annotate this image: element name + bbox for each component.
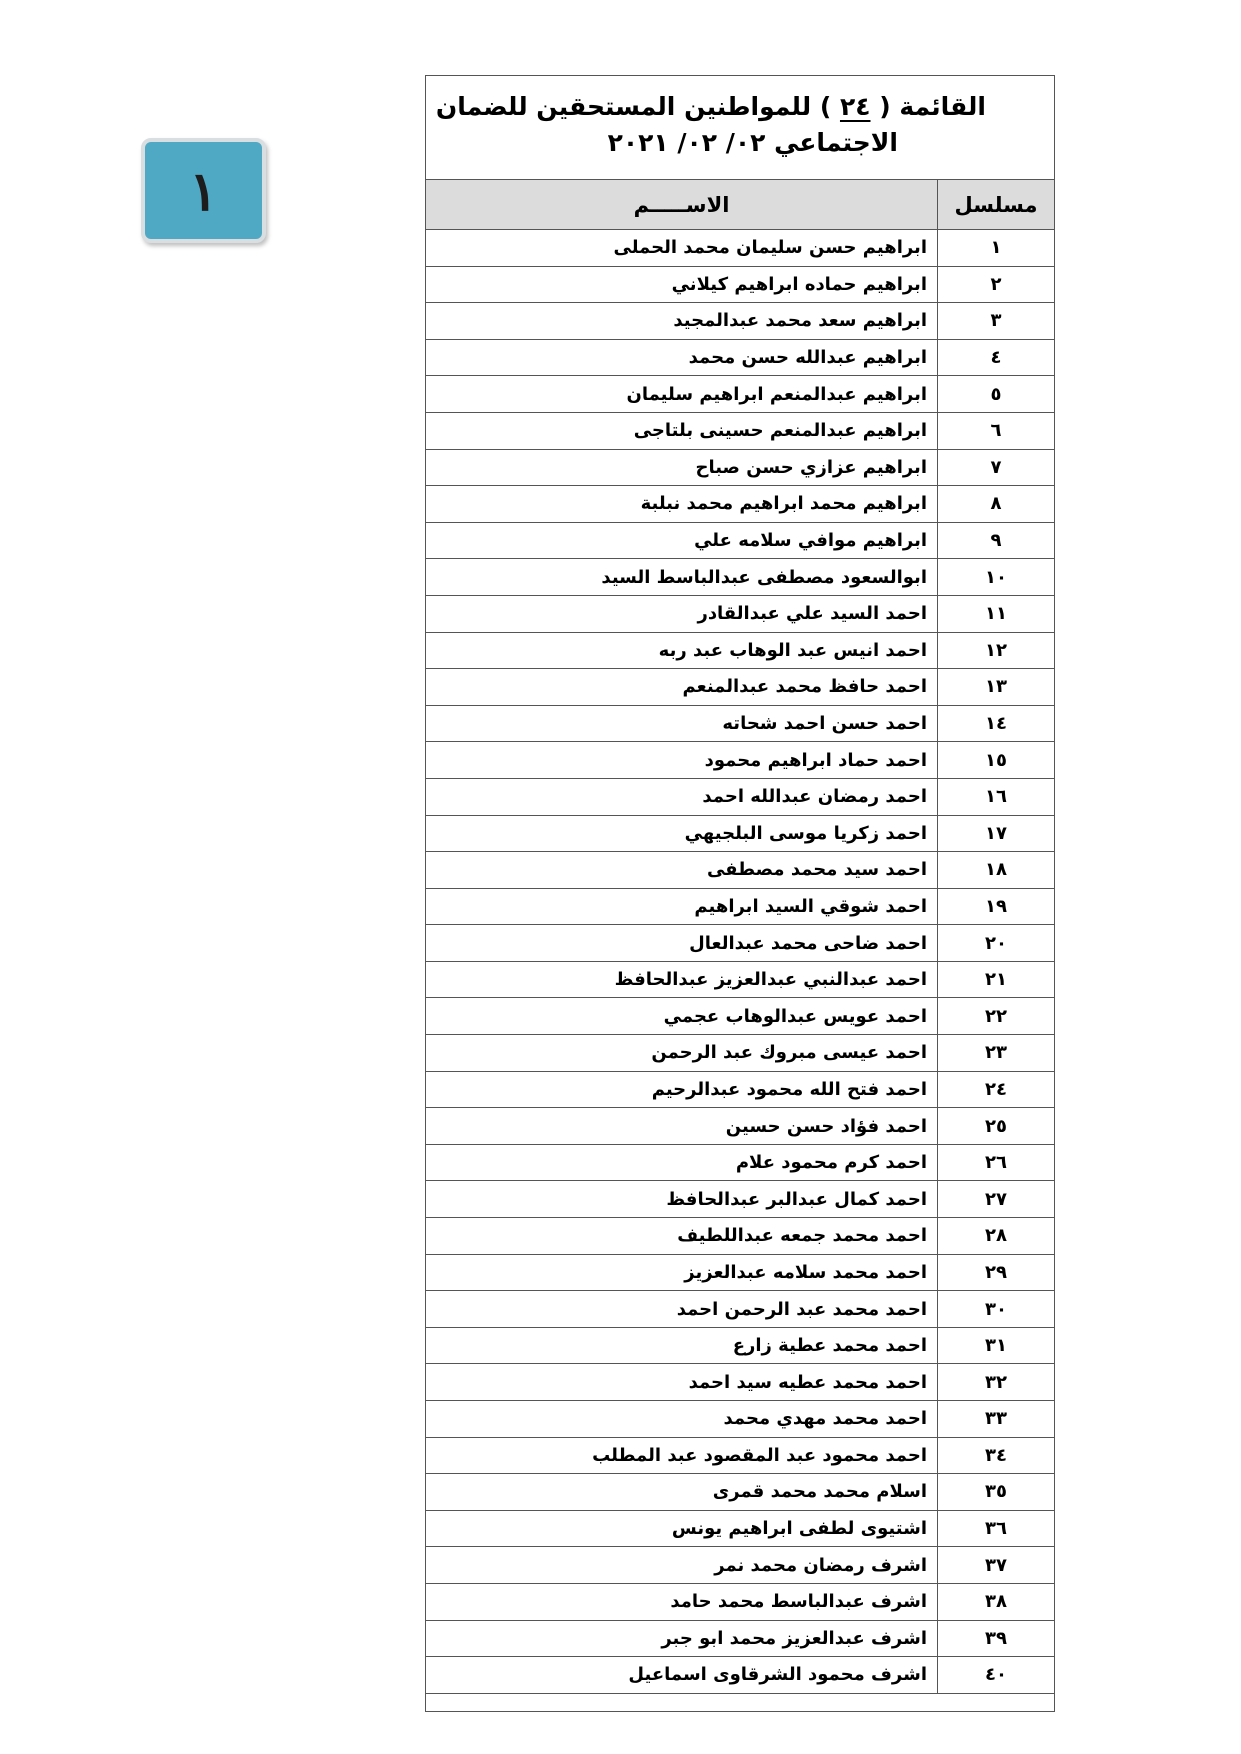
row-serial: ٢٥ xyxy=(938,1108,1055,1145)
table-row xyxy=(426,1035,1055,1072)
row-serial: ١٥ xyxy=(938,742,1055,779)
table-row xyxy=(426,925,1055,962)
row-name: احمد محمد سلامه عبدالعزيز xyxy=(426,1254,938,1291)
row-name: احمد فتح الله محمود عبدالرحيم xyxy=(426,1071,938,1108)
row-name: ابراهيم عبدالله حسن محمد xyxy=(426,339,938,376)
table-row xyxy=(426,632,1055,669)
table-row xyxy=(426,595,1055,632)
row-serial: ٢ xyxy=(938,266,1055,303)
row-serial: ٣٠ xyxy=(938,1291,1055,1328)
name-column-header: الاســـــم xyxy=(426,180,938,230)
beneficiaries-table xyxy=(425,179,1055,1694)
row-name: ابراهيم موافي سلامه علي xyxy=(426,522,938,559)
row-serial: ٤ xyxy=(938,339,1055,376)
row-serial: ١٦ xyxy=(938,778,1055,815)
table-row xyxy=(426,888,1055,925)
row-serial: ٣ xyxy=(938,303,1055,340)
row-serial: ٣٢ xyxy=(938,1364,1055,1401)
table-row xyxy=(426,1583,1055,1620)
table-row xyxy=(426,1620,1055,1657)
row-name: احمد عبدالنبي عبدالعزيز عبدالحافظ xyxy=(426,961,938,998)
row-name: ابراهيم سعد محمد عبدالمجيد xyxy=(426,303,938,340)
table-row xyxy=(426,852,1055,889)
row-serial: ٢٠ xyxy=(938,925,1055,962)
row-name: احمد محمد جمعه عبداللطيف xyxy=(426,1218,938,1255)
row-serial: ١٢ xyxy=(938,632,1055,669)
row-serial: ٥ xyxy=(938,376,1055,413)
row-serial: ٣٩ xyxy=(938,1620,1055,1657)
row-serial: ٢٣ xyxy=(938,1035,1055,1072)
row-serial: ٧ xyxy=(938,449,1055,486)
table-row xyxy=(426,815,1055,852)
row-serial: ١٤ xyxy=(938,705,1055,742)
table-row xyxy=(426,778,1055,815)
table-row xyxy=(426,449,1055,486)
row-name: احمد محمد عبد الرحمن احمد xyxy=(426,1291,938,1328)
table-row xyxy=(426,303,1055,340)
row-name: اشرف عبدالباسط محمد حامد xyxy=(426,1583,938,1620)
row-serial: ٦ xyxy=(938,412,1055,449)
row-serial: ٣٣ xyxy=(938,1401,1055,1438)
row-serial: ١٩ xyxy=(938,888,1055,925)
page-number-badge: ١ xyxy=(141,138,266,243)
table-row xyxy=(426,559,1055,596)
table-body xyxy=(426,230,1055,1694)
row-serial: ١٨ xyxy=(938,852,1055,889)
row-name: احمد عويس عبدالوهاب عجمي xyxy=(426,998,938,1035)
table-row xyxy=(426,522,1055,559)
table-row xyxy=(426,1327,1055,1364)
row-serial: ٣٨ xyxy=(938,1583,1055,1620)
row-name: احمد فؤاد حسن حسين xyxy=(426,1108,938,1145)
table-row xyxy=(426,230,1055,267)
row-name: احمد كمال عبدالبر عبدالحافظ xyxy=(426,1181,938,1218)
row-serial: ٩ xyxy=(938,522,1055,559)
row-serial: ٣٤ xyxy=(938,1437,1055,1474)
row-name: ابراهيم حماده ابراهيم كيلاني xyxy=(426,266,938,303)
table-row xyxy=(426,998,1055,1035)
table-row xyxy=(426,1254,1055,1291)
row-name: احمد حماد ابراهيم محمود xyxy=(426,742,938,779)
table-row xyxy=(426,1218,1055,1255)
row-name: ابراهيم عبدالمنعم ابراهيم سليمان xyxy=(426,376,938,413)
row-name: احمد محمد عطيه سيد احمد xyxy=(426,1364,938,1401)
row-serial: ١١ xyxy=(938,595,1055,632)
row-name: ابراهيم حسن سليمان محمد الحملى xyxy=(426,230,938,267)
row-serial: ٢٨ xyxy=(938,1218,1055,1255)
row-name: ابوالسعود مصطفى عبدالباسط السيد xyxy=(426,559,938,596)
row-serial: ١٣ xyxy=(938,669,1055,706)
row-name: احمد السيد علي عبدالقادر xyxy=(426,595,938,632)
row-name: احمد حافظ محمد عبدالمنعم xyxy=(426,669,938,706)
row-serial: ٣٦ xyxy=(938,1510,1055,1547)
table-row xyxy=(426,705,1055,742)
title-line xyxy=(436,92,986,121)
row-serial: ٣١ xyxy=(938,1327,1055,1364)
table-row xyxy=(426,339,1055,376)
table-row xyxy=(426,1071,1055,1108)
row-serial: ٤٠ xyxy=(938,1657,1055,1694)
title-prefix: القائمة ( xyxy=(879,92,986,121)
row-serial: ١ xyxy=(938,230,1055,267)
row-name: اشرف عبدالعزيز محمد ابو جبر xyxy=(426,1620,938,1657)
row-serial: ٣٥ xyxy=(938,1474,1055,1511)
row-serial: ٢١ xyxy=(938,961,1055,998)
row-name: احمد محمد مهدي محمد xyxy=(426,1401,938,1438)
table-row xyxy=(426,1108,1055,1145)
row-serial: ٢٩ xyxy=(938,1254,1055,1291)
table-row xyxy=(426,1144,1055,1181)
row-name: احمد عيسى مبروك عبد الرحمن xyxy=(426,1035,938,1072)
row-serial: ٣٧ xyxy=(938,1547,1055,1584)
row-name: احمد كرم محمود علام xyxy=(426,1144,938,1181)
row-name: احمد ضاحى محمد عبدالعال xyxy=(426,925,938,962)
row-name: اشرف رمضان محمد نمر xyxy=(426,1547,938,1584)
table-row xyxy=(426,1474,1055,1511)
row-name: اشتيوى لطفى ابراهيم يونس xyxy=(426,1510,938,1547)
row-name: احمد شوقي السيد ابراهيم xyxy=(426,888,938,925)
row-name: احمد زكريا موسى البلجيهي xyxy=(426,815,938,852)
table-row xyxy=(426,1510,1055,1547)
table-row xyxy=(426,1657,1055,1694)
list-number: ٢٤ xyxy=(839,92,871,121)
row-serial: ٢٦ xyxy=(938,1144,1055,1181)
table-row xyxy=(426,1547,1055,1584)
title-suffix: ) للمواطنين المستحقين للضمان xyxy=(435,92,832,121)
table-row xyxy=(426,1364,1055,1401)
row-serial: ١٠ xyxy=(938,559,1055,596)
table-row xyxy=(426,1181,1055,1218)
row-name: احمد محمد عطية زارع xyxy=(426,1327,938,1364)
row-name: ابراهيم عزازي حسن صباح xyxy=(426,449,938,486)
table-row xyxy=(426,1437,1055,1474)
row-name: ابراهيم محمد ابراهيم محمد نبلبة xyxy=(426,486,938,523)
table-row xyxy=(426,1291,1055,1328)
row-name: اشرف محمود الشرقاوى اسماعيل xyxy=(426,1657,938,1694)
row-name: احمد رمضان عبدالله احمد xyxy=(426,778,938,815)
row-serial: ٢٤ xyxy=(938,1071,1055,1108)
row-name: احمد حسن احمد شحاته xyxy=(426,705,938,742)
row-name: ابراهيم عبدالمنعم حسينى بلتاجى xyxy=(426,412,938,449)
row-serial: ٨ xyxy=(938,486,1055,523)
table-row xyxy=(426,961,1055,998)
title-subtitle: الاجتماعي ٠٢/ ٠٢/ ٢٠٢١ xyxy=(607,128,898,157)
row-name: اسلام محمد محمد قمرى xyxy=(426,1474,938,1511)
document-title xyxy=(426,76,1054,179)
table-row xyxy=(426,669,1055,706)
table-row xyxy=(426,742,1055,779)
table-header-row xyxy=(426,180,1055,230)
row-name: احمد محمود عبد المقصود عبد المطلب xyxy=(426,1437,938,1474)
row-serial: ١٧ xyxy=(938,815,1055,852)
table-row xyxy=(426,376,1055,413)
table-row xyxy=(426,486,1055,523)
table-row xyxy=(426,266,1055,303)
table-row xyxy=(426,1401,1055,1438)
serial-column-header: مسلسل xyxy=(938,180,1055,230)
row-name: احمد سيد محمد مصطفى xyxy=(426,852,938,889)
row-serial: ٢٢ xyxy=(938,998,1055,1035)
document-sheet xyxy=(425,75,1055,1712)
row-serial: ٢٧ xyxy=(938,1181,1055,1218)
table-row xyxy=(426,412,1055,449)
row-name: احمد انيس عبد الوهاب عبد ربه xyxy=(426,632,938,669)
